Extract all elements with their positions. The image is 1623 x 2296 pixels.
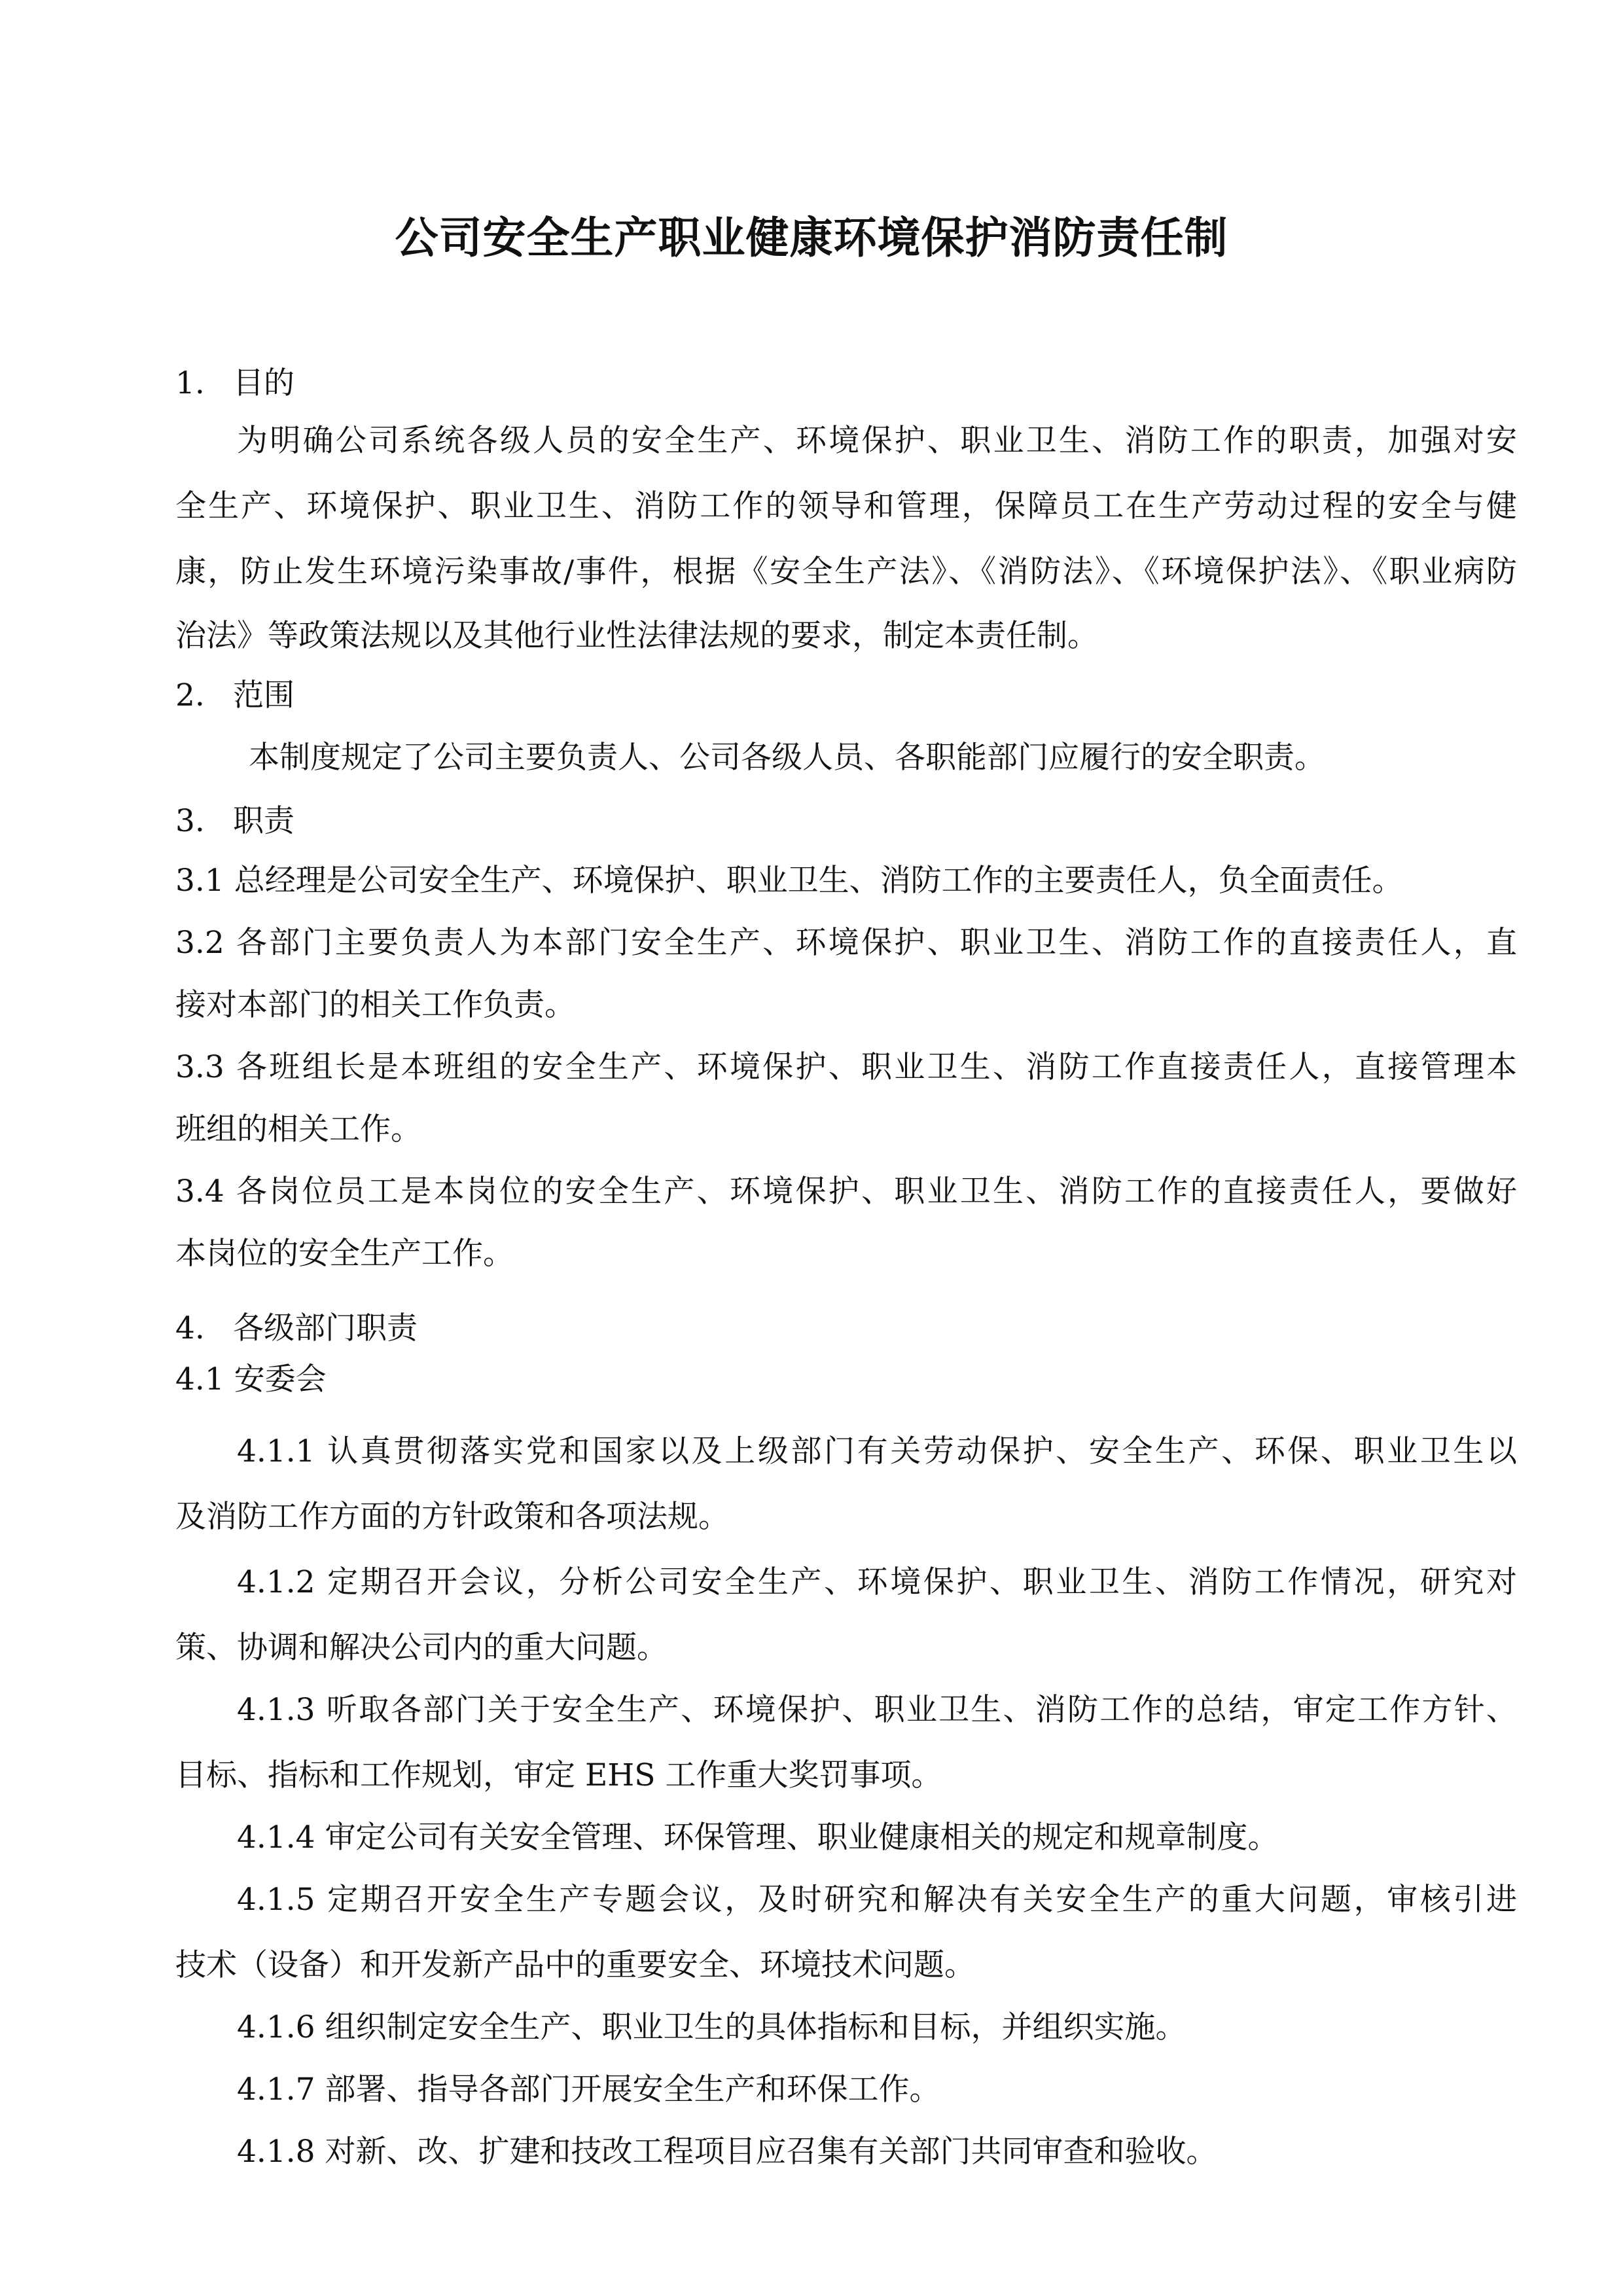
clause-line: 4.1.5 定期召开安全生产专题会议，及时研究和解决有关安全生产的重大问题，审核引进	[237, 1882, 1517, 1918]
paragraph-line: 治法》等政策法规以及其他行业性法律法规的要求，制定本责任制。	[175, 618, 1098, 654]
document-title: 公司安全生产职业健康环境保护消防责任制	[395, 212, 1228, 263]
clause-line: 目标、指标和工作规划，审定 EHS 工作重大奖罚事项。	[175, 1757, 942, 1793]
clause-line: 本岗位的安全生产工作。	[175, 1236, 514, 1272]
paragraph-line: 康，防止发生环境污染事故/事件，根据《安全生产法》、《消防法》、《环境保护法》、《职业病防	[175, 554, 1517, 590]
paragraph-line: 本制度规定了公司主要负责人、公司各级人员、各职能部门应履行的安全职责。	[249, 740, 1325, 776]
paragraph-line: 为明确公司系统各级人员的安全生产、环境保护、职业卫生、消防工作的职责，加强对安	[237, 423, 1517, 459]
section-title: 各级部门职责	[233, 1310, 418, 1346]
clause-line: 3.2 各部门主要负责人为本部门安全生产、环境保护、职业卫生、消防工作的直接责任人，直	[175, 925, 1517, 961]
section-title: 目的	[233, 365, 294, 401]
section-title: 职责	[233, 803, 294, 839]
clause-line: 3.4 各岗位员工是本岗位的安全生产、环境保护、职业卫生、消防工作的直接责任人，要做好	[175, 1174, 1517, 1210]
clause-line: 及消防工作方面的方针政策和各项法规。	[175, 1499, 729, 1535]
section-4-heading	[175, 1307, 1517, 1350]
section-number: 3.	[175, 803, 205, 839]
clause-line: 4.1.7 部署、指导各部门开展安全生产和环保工作。	[237, 2072, 940, 2108]
section-title: 范围	[233, 677, 294, 713]
section-number: 4.	[175, 1310, 205, 1346]
section-number: 1.	[175, 365, 205, 401]
section-1-heading	[175, 362, 1517, 405]
section-2-heading	[175, 674, 1517, 717]
clause-line: 4.1.6 组织制定安全生产、职业卫生的具体指标和目标，并组织实施。	[237, 2009, 1186, 2045]
clause-line: 4.1.4 审定公司有关安全管理、环保管理、职业健康相关的规定和规章制度。	[237, 1820, 1279, 1856]
clause-line: 4.1.1 认真贯彻落实党和国家以及上级部门有关劳动保护、安全生产、环保、职业卫生以	[237, 1433, 1517, 1469]
clause-line: 4.1.8 对新、改、扩建和技改工程项目应召集有关部门共同审查和验收。	[237, 2134, 1217, 2170]
paragraph-line: 全生产、环境保护、职业卫生、消防工作的领导和管理，保障员工在生产劳动过程的安全与健	[175, 488, 1517, 524]
clause-line: 4.1.3 听取各部门关于安全生产、环境保护、职业卫生、消防工作的总结，审定工作方针、	[237, 1692, 1517, 1728]
clause-line: 3.1 总经理是公司安全生产、环境保护、职业卫生、消防工作的主要责任人，负全面责任。	[175, 863, 1403, 899]
section-3-heading	[175, 800, 1517, 843]
clause-line: 技术（设备）和开发新产品中的重要安全、环境技术问题。	[175, 1947, 975, 1983]
subsection-heading: 4.1 安委会	[175, 1361, 327, 1397]
clause-line: 策、协调和解决公司内的重大问题。	[175, 1630, 668, 1666]
clause-line: 接对本部门的相关工作负责。	[175, 987, 575, 1023]
clause-line: 班组的相关工作。	[175, 1111, 421, 1147]
clause-line: 3.3 各班组长是本班组的安全生产、环境保护、职业卫生、消防工作直接责任人，直接管理本	[175, 1049, 1517, 1085]
section-number: 2.	[175, 677, 205, 713]
clause-line: 4.1.2 定期召开会议，分析公司安全生产、环境保护、职业卫生、消防工作情况，研究对	[237, 1564, 1517, 1600]
